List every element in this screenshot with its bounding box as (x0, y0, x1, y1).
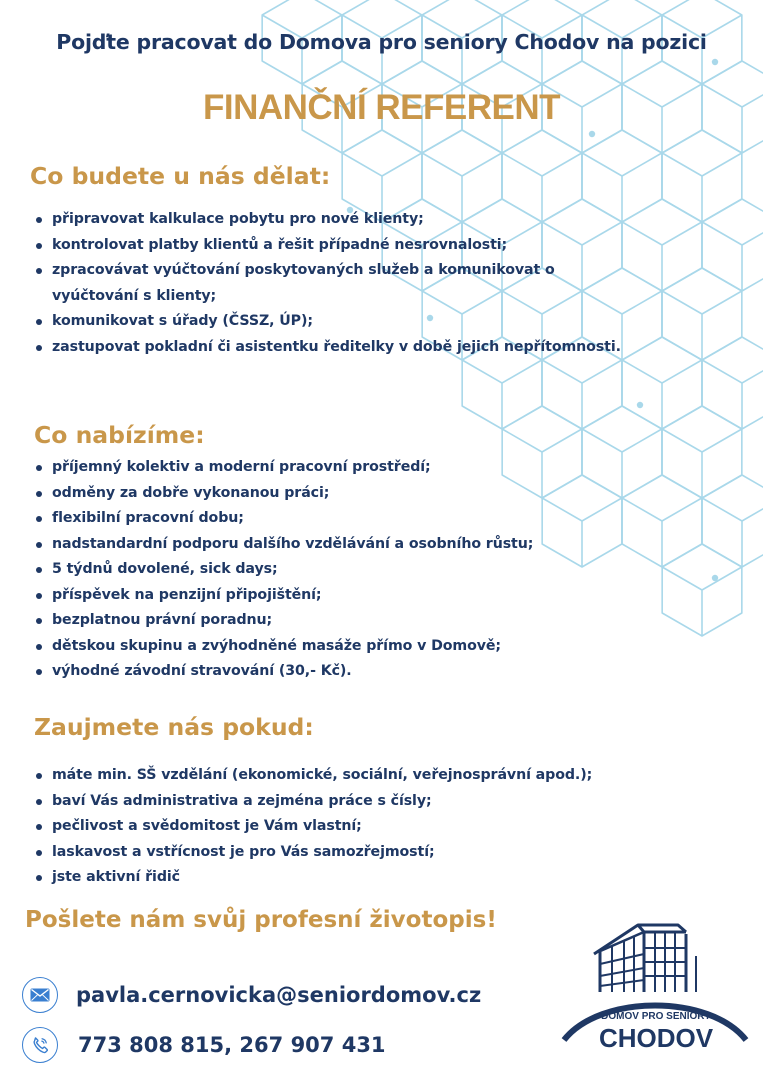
list-item: laskavost a vstřícnost je pro Vás samozřejmostí; (34, 840, 694, 866)
list-item: výhodné závodní stravování (30,- Kč). (34, 659, 634, 685)
phone-icon (22, 1027, 58, 1063)
offer-list (34, 455, 634, 685)
list-item: zastupovat pokladní či asistentku ředitelky v době jejich nepřítomnosti. (34, 335, 624, 361)
list-item: 5 týdnů dovolené, sick days; (34, 557, 634, 583)
list-item: kontrolovat platby klientů a řešit případné nesrovnalosti; (34, 233, 624, 259)
envelope-icon (22, 977, 58, 1013)
phone-contact[interactable] (22, 1027, 386, 1063)
list-item: jste aktivní řidič (34, 865, 694, 891)
requirements-list (34, 763, 694, 891)
list-item: dětskou skupinu a zvýhodněné masáže přímo v Domově; (34, 634, 634, 660)
list-item: připravovat kalkulace pobytu pro nové klienty; (34, 207, 624, 233)
position-title: FINANČNÍ REFERENT (202, 88, 561, 127)
duties-heading: Co budete u nás dělat: (30, 162, 331, 190)
list-item: nadstandardní podporu dalšího vzdělávání a osobního růstu; (34, 532, 634, 558)
chodov-logo (560, 922, 750, 1072)
list-item: bezplatnou právní poradnu; (34, 608, 634, 634)
email-link[interactable]: pavla.cernovicka@seniordomov.cz (76, 983, 482, 1007)
list-item: máte min. SŠ vzdělání (ekonomické, sociální, veřejnosprávní apod.); (34, 763, 694, 789)
email-contact[interactable] (22, 977, 481, 1013)
duties-list (34, 207, 624, 360)
phone-numbers: 773 808 815, 267 907 431 (78, 1033, 386, 1057)
requirements-heading: Zaujmete nás pokud: (34, 713, 314, 741)
list-item: komunikovat s úřady (ČSSZ, ÚP); (34, 309, 624, 335)
logo-line1: DOMOV PRO SENIORY (601, 1011, 711, 1022)
list-item: zpracovávat vyúčtování poskytovaných služeb a komunikovat o vyúčtování s klienty; (34, 258, 624, 309)
call-to-action: Pošlete nám svůj profesní životopis! (25, 907, 497, 933)
headline: Pojďte pracovat do Domova pro seniory Chodov na pozici (56, 30, 707, 54)
list-item: příjemný kolektiv a moderní pracovní prostředí; (34, 455, 634, 481)
list-item: baví Vás administrativa a zejména práce s čísly; (34, 789, 694, 815)
list-item: flexibilní pracovní dobu; (34, 506, 634, 532)
list-item: pečlivost a svědomitost je Vám vlastní; (34, 814, 694, 840)
list-item: příspěvek na penzijní připojištění; (34, 583, 634, 609)
offer-heading: Co nabízíme: (34, 421, 205, 449)
list-item: odměny za dobře vykonanou práci; (34, 481, 634, 507)
logo-line2: CHODOV (598, 1023, 714, 1053)
